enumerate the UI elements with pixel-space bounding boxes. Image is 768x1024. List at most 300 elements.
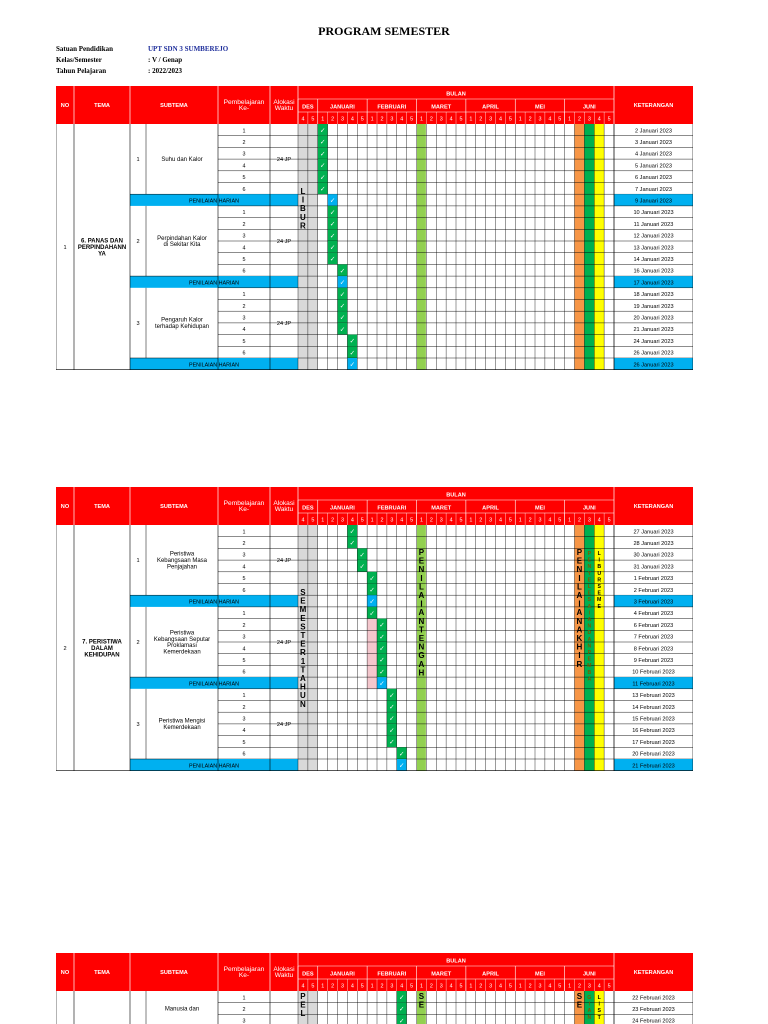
header-week: 2	[479, 116, 483, 123]
keterangan-date: 4 Januari 2023	[634, 151, 673, 158]
keterangan-date: 27 Januari 2023	[633, 529, 674, 536]
vertical-label-letter: S	[576, 992, 583, 1001]
lesson-number: 2	[242, 1007, 246, 1013]
header-keterangan: KETERANGAN	[633, 103, 674, 109]
lesson-number: 2	[242, 221, 246, 228]
subtema-number: 2	[136, 640, 140, 646]
keterangan-date: 10 Januari 2023	[633, 210, 674, 217]
subtema-number: 1	[136, 558, 140, 565]
header-week: 3	[439, 116, 443, 123]
keterangan-date: 20 Januari 2023	[633, 315, 674, 322]
header-no: NO	[60, 504, 70, 510]
header-week: 3	[439, 983, 443, 990]
header-week: 4	[449, 983, 453, 990]
header-alokasi: Alokasi	[273, 98, 295, 106]
vertical-label-letter: 1	[300, 656, 306, 666]
header-week: 4	[548, 983, 552, 990]
vertical-label-letter: L	[597, 995, 601, 1001]
check-mark: ✓	[389, 739, 395, 747]
header-week: 5	[360, 517, 364, 524]
keterangan-date: 22 Februari 2023	[632, 995, 675, 1002]
header-week: 2	[479, 517, 483, 524]
header-subtema: SUBTEMA	[160, 970, 188, 976]
header-tema: TEMA	[94, 504, 110, 510]
check-mark: ✓	[320, 127, 326, 135]
check-mark: ✓	[399, 750, 405, 758]
header-week: 4	[301, 983, 305, 990]
check-mark: ✓	[329, 244, 336, 252]
lesson-number: 2	[242, 303, 246, 310]
header-week: 4	[400, 983, 404, 990]
vertical-label-letter: N	[418, 642, 425, 652]
lesson-number: 3	[242, 716, 246, 723]
vertical-label-letter: P	[576, 548, 583, 557]
vertical-label-letter: E	[300, 613, 306, 623]
keterangan-date: 17 Januari 2023	[633, 280, 674, 287]
lesson-number: 4	[242, 163, 246, 170]
lesson-number: 4	[242, 564, 246, 571]
subtema-name: Peristiwa	[169, 551, 195, 558]
header-week: 3	[340, 983, 344, 990]
header-week: 5	[607, 983, 611, 990]
header-month: MARET	[431, 505, 452, 512]
keterangan-date: 14 Januari 2023	[633, 257, 674, 263]
meta-class	[56, 55, 228, 66]
lesson-number: 3	[242, 552, 246, 559]
header-week: 3	[538, 116, 542, 123]
header-week: 1	[321, 517, 325, 524]
alokasi-waktu: 24 JP	[276, 721, 292, 728]
header-week: 1	[518, 116, 522, 123]
subtema-name: Kemerdekaan	[163, 725, 201, 732]
header-pembelajaran: Ke-	[238, 972, 250, 980]
subtema-name: Kebangsaan Masa	[156, 558, 208, 565]
program-table-2	[56, 487, 693, 777]
header-week: 4	[597, 116, 601, 123]
header-alokasi: Waktu	[274, 105, 294, 113]
header-month: APRIL	[482, 104, 499, 111]
header-week: 2	[528, 116, 532, 123]
keterangan-date: 3 Februari 2023	[633, 599, 674, 606]
lesson-number: 1	[242, 210, 246, 217]
lesson-number: 5	[242, 739, 246, 746]
lesson-number: 2	[242, 541, 246, 547]
header-month: APRIL	[482, 971, 499, 978]
header-week: 2	[331, 517, 335, 524]
vertical-label-letter: N	[587, 564, 592, 571]
header-week: 5	[410, 983, 414, 990]
subtema-name: Kemerdekaan	[163, 649, 201, 656]
program-table-3	[56, 953, 693, 1024]
vertical-label-letter: G	[587, 995, 592, 1001]
lesson-number: 1	[242, 128, 246, 135]
header-week: 4	[301, 116, 305, 123]
lesson-number: 2	[242, 704, 246, 711]
header-week: 1	[518, 983, 522, 990]
keterangan-date: 24 Februari 2023	[632, 1018, 675, 1024]
header-week: 3	[587, 983, 591, 990]
header-subtema: SUBTEMA	[160, 504, 188, 510]
meta-year	[56, 66, 228, 77]
header-week: 2	[331, 116, 335, 123]
header-week: 1	[568, 517, 572, 524]
document-meta	[56, 44, 228, 77]
keterangan-date: 6 Februari 2023	[633, 622, 674, 629]
vertical-label-letter: S	[597, 584, 601, 590]
header-week: 1	[370, 517, 374, 524]
check-mark: ✓	[329, 197, 336, 205]
vertical-label-letter: S	[300, 588, 306, 597]
header-alokasi: Waktu	[274, 506, 294, 514]
meta-label: Kelas/Semester	[56, 56, 102, 64]
header-week: 4	[548, 517, 552, 524]
check-mark: ✓	[379, 668, 385, 676]
keterangan-date: 15 Februari 2023	[632, 716, 675, 723]
mid-test-band	[417, 124, 426, 370]
check-mark: ✓	[379, 680, 385, 688]
vertical-label-letter: L	[418, 582, 424, 592]
vertical-label-letter: L	[300, 1009, 306, 1019]
vertical-label-letter: N	[576, 565, 583, 575]
header-week: 1	[469, 983, 473, 990]
keterangan-date: 16 Februari 2023	[632, 728, 675, 735]
check-mark: ✓	[389, 692, 395, 700]
header-week: 4	[350, 116, 354, 123]
tema-name: DALAM	[91, 645, 113, 652]
header-week: 2	[331, 983, 335, 990]
header-week: 4	[597, 983, 601, 990]
header-keterangan: KETERANGAN	[633, 970, 674, 976]
keterangan-date: 23 Februari 2023	[632, 1007, 675, 1013]
final-test-band	[575, 124, 585, 370]
vertical-label-letter: A	[587, 1008, 592, 1015]
check-mark: ✓	[399, 994, 405, 1002]
header-week: 5	[410, 116, 414, 123]
header-month: APRIL	[482, 505, 499, 512]
keterangan-date: 12 Januari 2023	[633, 233, 674, 240]
vertical-label-letter: H	[418, 668, 425, 678]
header-week: 2	[577, 517, 581, 524]
header-month: JUNI	[582, 505, 596, 512]
keterangan-date: 19 Januari 2023	[633, 303, 674, 310]
vertical-label-letter: A	[587, 603, 592, 610]
header-month: FEBRUARI	[377, 505, 407, 512]
vertical-label-letter: E	[576, 556, 583, 566]
vertical-label-letter: R	[300, 648, 306, 658]
header-month: JANUARI	[330, 971, 355, 978]
vertical-label-letter: P	[587, 650, 592, 656]
header-week: 3	[390, 983, 394, 990]
lesson-number: 5	[242, 338, 246, 345]
header-week: 2	[429, 983, 433, 990]
header-month: MEI	[534, 104, 545, 111]
keterangan-date: 26 Januari 2023	[633, 350, 674, 357]
keterangan-date: 4 Februari 2023	[633, 611, 674, 618]
vertical-label-letter: S	[587, 597, 592, 604]
header-month: DES	[302, 104, 314, 111]
meta-value: : V / Genap	[148, 56, 183, 64]
vertical-label-letter: N	[587, 643, 592, 650]
tema-name: 7. PERISTIWA	[82, 639, 122, 646]
keterangan-date: 3 Januari 2023	[634, 140, 673, 146]
subtema-name: Peristiwa	[169, 630, 195, 637]
vertical-label-letter: L	[300, 187, 306, 196]
header-week: 4	[400, 116, 404, 123]
header-week: 4	[498, 517, 502, 524]
header-week: 5	[558, 983, 562, 990]
check-mark: ✓	[359, 551, 365, 559]
lesson-number: 5	[242, 576, 246, 583]
check-mark: ✓	[329, 221, 336, 229]
vertical-label-letter: P	[418, 548, 425, 557]
meta-school	[56, 44, 228, 55]
header-week: 5	[360, 116, 364, 123]
lesson-number: 6	[242, 587, 246, 594]
keterangan-date: 1 Februari 2023	[633, 576, 674, 583]
check-mark: ✓	[349, 528, 355, 536]
alokasi-waktu: 24 JP	[276, 239, 292, 245]
vertical-label-letter: I	[598, 557, 600, 564]
vertical-label-letter: I	[578, 573, 581, 583]
header-month: DES	[302, 505, 314, 512]
check-mark: ✓	[349, 361, 355, 369]
subtema-name: Penjajahan	[166, 564, 198, 571]
header-tema: TEMA	[94, 970, 110, 976]
subtema-name: Manusia dan	[164, 1006, 200, 1013]
meta-label: Tahun Pelajaran	[56, 67, 107, 75]
vertical-label-letter: E	[418, 556, 425, 566]
vertical-label-letter: T	[300, 665, 306, 675]
keterangan-date: 28 Januari 2023	[633, 541, 674, 547]
header-week: 1	[568, 983, 572, 990]
keterangan-date: 16 Januari 2023	[633, 268, 674, 275]
keterangan-date: 18 Januari 2023	[633, 292, 674, 299]
header-pembelajaran: Ke-	[238, 105, 250, 113]
header-week: 3	[390, 517, 394, 524]
lesson-number: 4	[242, 728, 246, 735]
keterangan-date: 9 Januari 2023	[634, 198, 673, 205]
header-month: DES	[302, 971, 314, 978]
report-band	[584, 124, 594, 370]
vertical-label-letter: E	[597, 590, 601, 597]
tema-number: 1	[63, 244, 67, 251]
vertical-label-letter: N	[576, 616, 583, 626]
lesson-number: 6	[242, 350, 246, 357]
vertical-label-letter: E	[418, 634, 425, 643]
vertical-label-letter: H	[300, 682, 306, 692]
check-mark: ✓	[320, 162, 326, 170]
header-week: 5	[508, 116, 512, 123]
header-alokasi: Waktu	[274, 972, 294, 980]
vertical-label-letter: E	[597, 603, 601, 610]
lesson-number: 1	[242, 611, 246, 618]
keterangan-date: 7 Februari 2023	[633, 634, 674, 641]
lesson-number: 5	[242, 257, 246, 263]
vertical-label-letter: E	[587, 577, 592, 584]
keterangan-date: 11 Januari 2023	[633, 221, 674, 228]
check-mark: ✓	[399, 1006, 405, 1014]
lesson-number: 3	[242, 233, 246, 240]
tema-name: PERPINDAHANN	[77, 244, 127, 251]
header-week: 2	[380, 517, 384, 524]
header-week: 1	[321, 116, 325, 123]
vertical-label-letter: I	[588, 610, 591, 617]
check-mark: ✓	[320, 186, 326, 193]
header-week: 5	[607, 116, 611, 123]
vertical-label-letter: H	[576, 642, 583, 652]
keterangan-date: 7 Januari 2023	[634, 186, 673, 193]
header-week: 4	[449, 116, 453, 123]
check-mark: ✓	[329, 232, 336, 240]
penilaian-harian-label: PENILAIAN HARIAN	[188, 681, 240, 688]
vertical-label-letter: S	[597, 1008, 601, 1015]
header-week: 5	[459, 116, 463, 123]
subtema-number: 3	[136, 721, 140, 728]
check-mark: ✓	[320, 174, 326, 182]
header-week: 1	[419, 517, 423, 524]
header-week: 5	[311, 983, 315, 990]
lesson-number: 4	[242, 245, 246, 252]
check-mark: ✓	[369, 610, 375, 618]
check-mark: ✓	[369, 598, 375, 606]
keterangan-date: 13 Januari 2023	[633, 245, 674, 252]
keterangan-date: 14 Februari 2023	[632, 704, 675, 711]
vertical-label-letter: A	[587, 676, 592, 683]
vertical-label-letter: B	[597, 564, 602, 571]
header-month: MARET	[431, 104, 452, 111]
lesson-number: 6	[242, 268, 246, 275]
lesson-number: 1	[242, 529, 246, 536]
vertical-label-letter: P	[300, 992, 306, 1001]
header-week: 3	[587, 517, 591, 524]
header-week: 2	[429, 517, 433, 524]
header-week: 2	[479, 983, 483, 990]
lesson-number: 6	[242, 669, 246, 676]
subtema-name: Pengaruh Kalor	[161, 317, 203, 324]
vertical-label-letter: N	[587, 1014, 592, 1021]
header-week: 3	[489, 983, 493, 990]
keterangan-date: 5 Januari 2023	[634, 163, 673, 170]
header-week: 4	[350, 517, 354, 524]
header-week: 2	[528, 517, 532, 524]
keterangan-date: 30 Januari 2023	[633, 552, 674, 559]
page-title: PROGRAM SEMESTER	[318, 24, 450, 38]
header-month: JUNI	[582, 104, 596, 111]
check-mark: ✓	[339, 291, 346, 299]
keterangan-date: 26 Januari 2023	[633, 362, 674, 369]
penilaian-harian-label: PENILAIAN HARIAN	[188, 599, 240, 606]
subtema-name: terhadap Kehidupan	[154, 324, 210, 331]
header-subtema: SUBTEMA	[160, 103, 188, 109]
subtema-name: di Sekitar Kita	[163, 242, 201, 249]
header-pembelajaran: Pembelajaran	[223, 499, 265, 507]
header-week: 5	[558, 116, 562, 123]
vertical-label-letter: A	[300, 674, 306, 683]
header-week: 2	[380, 116, 384, 123]
header-week: 3	[439, 517, 443, 524]
header-week: 1	[419, 116, 423, 123]
header-week: 4	[350, 983, 354, 990]
header-week: 4	[301, 517, 305, 524]
check-mark: ✓	[379, 622, 385, 630]
vertical-label-letter: M	[597, 597, 602, 604]
vertical-label-letter: G	[418, 651, 425, 661]
header-week: 5	[607, 517, 611, 524]
vertical-label-letter: E	[300, 639, 306, 649]
header-pembelajaran: Pembelajaran	[223, 98, 265, 106]
vertical-label-letter: U	[300, 691, 306, 701]
lesson-number: 3	[242, 151, 246, 158]
check-mark: ✓	[389, 704, 395, 711]
vertical-label-letter: N	[418, 616, 425, 626]
check-mark: ✓	[399, 762, 405, 770]
check-mark: ✓	[359, 563, 365, 571]
header-week: 3	[340, 116, 344, 123]
vertical-label-letter: E	[300, 1000, 306, 1010]
meta-value: : 2022/2023	[148, 67, 183, 75]
vertical-label-letter: E	[300, 596, 306, 606]
header-week: 4	[548, 116, 552, 123]
header-month: JUNI	[582, 971, 596, 978]
vertical-label-letter: N	[300, 699, 306, 709]
header-week: 5	[410, 517, 414, 524]
check-mark: ✓	[339, 267, 346, 275]
header-week: 2	[380, 983, 384, 990]
meta-value: UPT SDN 3 SUMBEREJO	[148, 45, 229, 53]
vertical-label-letter: R	[300, 221, 306, 231]
alokasi-waktu: 24 JP	[276, 157, 292, 164]
vertical-label-letter: I	[598, 1001, 600, 1008]
vertical-label-letter: T	[300, 631, 306, 640]
check-mark: ✓	[320, 139, 326, 147]
vertical-label-letter: A	[418, 591, 425, 600]
header-week: 1	[469, 517, 473, 524]
keterangan-date: 20 Februari 2023	[632, 751, 675, 758]
header-week: 1	[469, 116, 473, 123]
lesson-number: 4	[242, 646, 246, 653]
lesson-number: 1	[242, 693, 246, 700]
lesson-number: 3	[242, 315, 246, 322]
check-mark: ✓	[369, 575, 375, 583]
check-mark: ✓	[329, 256, 336, 264]
lesson-number: 5	[242, 658, 246, 664]
check-mark: ✓	[389, 715, 395, 723]
vertical-label-letter: A	[587, 617, 592, 623]
header-month: MARET	[431, 971, 452, 978]
subtema-name: Kebangsaan Seputar	[153, 636, 211, 643]
header-week: 3	[538, 983, 542, 990]
vertical-label-letter: N	[587, 623, 592, 630]
header-pembelajaran: Ke-	[238, 506, 250, 514]
lesson-number: 2	[242, 622, 246, 629]
header-week: 5	[459, 517, 463, 524]
subtema-name: Proklamasi	[167, 643, 197, 650]
lesson-number: 2	[242, 140, 246, 146]
check-mark: ✓	[389, 727, 395, 735]
check-mark: ✓	[339, 279, 346, 287]
tema-name: KEHIDUPAN	[84, 652, 120, 659]
lesson-number: 6	[242, 186, 246, 193]
header-week: 1	[568, 116, 572, 123]
vertical-label-letter: S	[418, 992, 425, 1001]
header-week: 4	[400, 517, 404, 524]
header-week: 2	[577, 983, 581, 990]
vertical-label-letter: M	[299, 605, 307, 615]
semester-break-band	[594, 124, 604, 370]
check-mark: ✓	[329, 209, 336, 217]
keterangan-date: 21 Februari 2023	[632, 763, 675, 770]
penilaian-harian-label: PENILAIAN HARIAN	[188, 362, 240, 369]
